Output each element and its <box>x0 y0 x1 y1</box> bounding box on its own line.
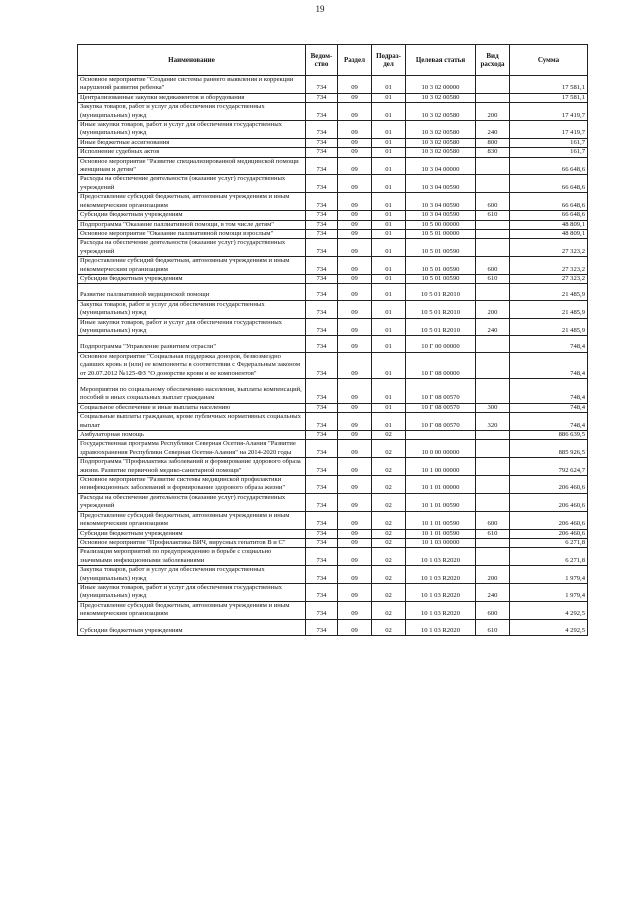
row-ved: 734 <box>306 193 338 211</box>
row-podrazdel: 02 <box>372 583 406 601</box>
row-razdel: 09 <box>338 601 372 619</box>
table-row <box>78 601 588 619</box>
row-expense-type <box>476 175 510 193</box>
row-target-article: 10 5 01 R2010 <box>406 284 476 300</box>
row-podrazdel: 01 <box>372 274 406 283</box>
row-target-article <box>406 431 476 440</box>
table-row <box>78 583 588 601</box>
row-name: Субсидии бюджетным учреждениям <box>78 619 306 635</box>
row-expense-type <box>476 379 510 404</box>
row-sum: 17 419,7 <box>510 103 588 121</box>
row-ved: 734 <box>306 403 338 412</box>
row-podrazdel: 02 <box>372 431 406 440</box>
row-expense-type <box>476 476 510 494</box>
row-target-article: 10 1 03 R2020 <box>406 548 476 566</box>
row-ved: 734 <box>306 300 338 318</box>
row-expense-type <box>476 239 510 257</box>
row-name: Реализация мероприятий по предупреждению и борьбе с социально значимыми инфекционными заболеваниями <box>78 548 306 566</box>
row-name: Предоставление субсидий бюджетным, автономным учреждениям и иным некоммерческим организациям <box>78 257 306 275</box>
row-name: Расходы на обеспечение деятельности (оказание услуг) государственных учреждений <box>78 239 306 257</box>
row-ved: 734 <box>306 284 338 300</box>
header-target-article: Целевая статья <box>406 45 476 76</box>
row-podrazdel: 01 <box>372 284 406 300</box>
row-expense-type <box>476 284 510 300</box>
table-row <box>78 379 588 404</box>
row-podrazdel: 01 <box>372 352 406 378</box>
row-expense-type <box>476 93 510 102</box>
row-razdel: 09 <box>338 583 372 601</box>
row-ved: 734 <box>306 583 338 601</box>
row-sum: 27 323,2 <box>510 257 588 275</box>
row-name: Основное мероприятие "Развитие системы медицинской профилактики неинфекционных заболеваний и формирование здорового образа жизни" <box>78 476 306 494</box>
row-razdel: 09 <box>338 300 372 318</box>
row-sum: 206 460,6 <box>510 529 588 538</box>
row-ved: 734 <box>306 257 338 275</box>
row-razdel: 09 <box>338 352 372 378</box>
row-razdel: 09 <box>338 138 372 147</box>
row-podrazdel: 01 <box>372 229 406 238</box>
row-podrazdel: 01 <box>372 93 406 102</box>
header-ved: Ведом-ство <box>306 45 338 76</box>
row-sum: 1 979,4 <box>510 566 588 584</box>
row-podrazdel: 02 <box>372 511 406 529</box>
row-name: Социальные выплаты гражданам, кроме публичных нормативных социальных выплат <box>78 413 306 431</box>
row-target-article: 10 3 04 00590 <box>406 211 476 220</box>
row-target-article: 10 3 02 00580 <box>406 103 476 121</box>
row-target-article: 10 5 01 00000 <box>406 229 476 238</box>
row-name: Государственная программа Республики Северная Осетия-Алания "Развитие здравоохранения Республики Северная Осетия-Алания" на 2014-2020 годы <box>78 440 306 458</box>
row-expense-type: 610 <box>476 529 510 538</box>
row-ved: 734 <box>306 458 338 476</box>
row-target-article: 10 3 02 00580 <box>406 148 476 157</box>
row-expense-type <box>476 229 510 238</box>
row-podrazdel: 01 <box>372 413 406 431</box>
row-ved: 734 <box>306 548 338 566</box>
row-target-article: 10 1 03 R2020 <box>406 619 476 635</box>
row-expense-type <box>476 431 510 440</box>
row-sum: 6 271,8 <box>510 548 588 566</box>
row-podrazdel: 01 <box>372 193 406 211</box>
row-sum: 206 460,6 <box>510 511 588 529</box>
row-target-article: 10 1 01 00590 <box>406 529 476 538</box>
row-expense-type: 240 <box>476 583 510 601</box>
row-name: Предоставление субсидий бюджетным, автономным учреждениям и иным некоммерческим организациям <box>78 193 306 211</box>
row-expense-type <box>476 220 510 229</box>
row-podrazdel: 01 <box>372 148 406 157</box>
row-name: Централизованные закупки медикаментов и оборудования <box>78 93 306 102</box>
row-target-article: 10 5 00 00000 <box>406 220 476 229</box>
table-row <box>78 157 588 175</box>
row-razdel: 09 <box>338 93 372 102</box>
row-sum: 27 323,2 <box>510 274 588 283</box>
row-podrazdel: 02 <box>372 538 406 547</box>
row-ved: 734 <box>306 431 338 440</box>
row-expense-type: 200 <box>476 300 510 318</box>
row-razdel: 09 <box>338 220 372 229</box>
row-podrazdel: 02 <box>372 440 406 458</box>
row-name: Иные бюджетные ассигнования <box>78 138 306 147</box>
row-expense-type <box>476 493 510 511</box>
row-sum: 21 485,9 <box>510 318 588 336</box>
row-expense-type: 240 <box>476 121 510 139</box>
row-name: Основное мероприятие "Развитие специализированной медицинской помощи женщинам и детям" <box>78 157 306 175</box>
table-row <box>78 93 588 102</box>
row-expense-type: 600 <box>476 193 510 211</box>
row-razdel: 09 <box>338 193 372 211</box>
row-razdel: 09 <box>338 148 372 157</box>
row-name: Исполнение судебных актов <box>78 148 306 157</box>
row-razdel: 09 <box>338 403 372 412</box>
row-name: Подпрограмма "Оказание паллиативной помощи, в том числе детям" <box>78 220 306 229</box>
row-ved: 734 <box>306 76 338 94</box>
row-ved: 734 <box>306 493 338 511</box>
row-ved: 734 <box>306 220 338 229</box>
row-ved: 734 <box>306 211 338 220</box>
row-razdel: 09 <box>338 175 372 193</box>
row-expense-type <box>476 458 510 476</box>
row-target-article: 10 1 03 R2020 <box>406 601 476 619</box>
row-name: Мероприятия по социальному обеспечению населения, выплаты компенсаций, пособий и иных социальных выплат гражданам <box>78 379 306 404</box>
row-sum: 792 624,7 <box>510 458 588 476</box>
row-sum: 17 419,7 <box>510 121 588 139</box>
row-razdel: 09 <box>338 76 372 94</box>
table-row <box>78 211 588 220</box>
row-target-article: 10 Г 00 00000 <box>406 336 476 352</box>
row-ved: 734 <box>306 121 338 139</box>
row-expense-type <box>476 157 510 175</box>
table-row <box>78 548 588 566</box>
row-expense-type: 600 <box>476 511 510 529</box>
row-sum: 886 639,5 <box>510 431 588 440</box>
row-target-article: 10 1 01 00590 <box>406 511 476 529</box>
row-target-article: 10 1 01 00000 <box>406 476 476 494</box>
table-row <box>78 403 588 412</box>
row-sum: 748,4 <box>510 352 588 378</box>
row-target-article: 10 3 04 00590 <box>406 193 476 211</box>
header-expense-type: Вид расхода <box>476 45 510 76</box>
row-name: Иные закупки товаров, работ и услуг для обеспечения государственных (муниципальных) нужд <box>78 318 306 336</box>
row-target-article: 10 3 02 00580 <box>406 121 476 139</box>
row-target-article: 10 5 01 00590 <box>406 257 476 275</box>
row-name: Развитие паллиативной медицинской помощи <box>78 284 306 300</box>
row-target-article: 10 3 04 00590 <box>406 175 476 193</box>
row-sum: 66 648,6 <box>510 175 588 193</box>
row-sum: 27 323,2 <box>510 239 588 257</box>
row-razdel: 09 <box>338 379 372 404</box>
row-expense-type: 200 <box>476 103 510 121</box>
row-ved: 734 <box>306 538 338 547</box>
row-razdel: 09 <box>338 229 372 238</box>
row-expense-type <box>476 538 510 547</box>
row-ved: 734 <box>306 318 338 336</box>
row-razdel: 09 <box>338 476 372 494</box>
row-expense-type: 300 <box>476 403 510 412</box>
row-sum: 17 581,1 <box>510 76 588 94</box>
table-row <box>78 619 588 635</box>
row-razdel: 09 <box>338 318 372 336</box>
table-row <box>78 538 588 547</box>
table-row <box>78 274 588 283</box>
table-row <box>78 121 588 139</box>
row-sum: 4 292,5 <box>510 601 588 619</box>
row-target-article: 10 Г 08 00570 <box>406 403 476 412</box>
row-ved: 734 <box>306 103 338 121</box>
table-row <box>78 336 588 352</box>
table-row <box>78 529 588 538</box>
table-row <box>78 229 588 238</box>
row-target-article: 10 1 03 R2020 <box>406 583 476 601</box>
header-razdel: Раздел <box>338 45 372 76</box>
row-razdel: 09 <box>338 458 372 476</box>
table-row <box>78 148 588 157</box>
row-sum: 21 485,9 <box>510 284 588 300</box>
row-podrazdel: 01 <box>372 239 406 257</box>
row-name: Иные закупки товаров, работ и услуг для обеспечения государственных (муниципальных) нужд <box>78 583 306 601</box>
table-row <box>78 300 588 318</box>
header-podrazdel: Подраз-дел <box>372 45 406 76</box>
row-target-article: 10 Г 08 00000 <box>406 352 476 378</box>
row-razdel: 09 <box>338 121 372 139</box>
row-razdel: 09 <box>338 511 372 529</box>
table-row <box>78 458 588 476</box>
row-sum: 748,4 <box>510 413 588 431</box>
row-name: Расходы на обеспечение деятельности (оказание услуг) государственных учреждений <box>78 493 306 511</box>
row-razdel: 09 <box>338 493 372 511</box>
row-ved: 734 <box>306 413 338 431</box>
row-razdel: 09 <box>338 239 372 257</box>
table-header-row <box>78 45 588 76</box>
row-podrazdel: 02 <box>372 566 406 584</box>
row-razdel: 09 <box>338 257 372 275</box>
row-sum: 17 581,1 <box>510 93 588 102</box>
row-sum: 66 648,6 <box>510 157 588 175</box>
row-ved: 734 <box>306 239 338 257</box>
row-ved: 734 <box>306 511 338 529</box>
row-podrazdel: 02 <box>372 548 406 566</box>
row-target-article: 10 5 01 R2010 <box>406 318 476 336</box>
row-ved: 734 <box>306 148 338 157</box>
row-expense-type: 610 <box>476 619 510 635</box>
row-ved: 734 <box>306 476 338 494</box>
row-sum: 748,4 <box>510 403 588 412</box>
row-name: Субсидии бюджетным учреждениям <box>78 529 306 538</box>
row-razdel: 09 <box>338 529 372 538</box>
row-target-article: 10 5 01 00590 <box>406 274 476 283</box>
row-sum: 4 292,5 <box>510 619 588 635</box>
row-expense-type <box>476 440 510 458</box>
row-podrazdel: 02 <box>372 601 406 619</box>
row-target-article: 10 0 00 00000 <box>406 440 476 458</box>
table-row <box>78 493 588 511</box>
row-ved: 734 <box>306 529 338 538</box>
row-expense-type: 600 <box>476 257 510 275</box>
row-expense-type <box>476 336 510 352</box>
row-razdel: 09 <box>338 548 372 566</box>
row-podrazdel: 02 <box>372 458 406 476</box>
row-name: Предоставление субсидий бюджетным, автономным учреждениям и иным некоммерческим организациям <box>78 511 306 529</box>
row-ved: 734 <box>306 601 338 619</box>
row-target-article: 10 3 02 00000 <box>406 76 476 94</box>
table-row <box>78 413 588 431</box>
row-podrazdel: 01 <box>372 211 406 220</box>
row-target-article: 10 3 02 00580 <box>406 93 476 102</box>
row-name: Основное мероприятие "Профилактика ВИЧ, вирусных гепатитов В и С" <box>78 538 306 547</box>
row-target-article: 10 5 01 00590 <box>406 239 476 257</box>
row-name: Закупка товаров, работ и услуг для обеспечения государственных (муниципальных) нужд <box>78 566 306 584</box>
table-row <box>78 257 588 275</box>
table-row <box>78 440 588 458</box>
row-podrazdel: 01 <box>372 121 406 139</box>
row-target-article: 10 1 01 00590 <box>406 493 476 511</box>
row-podrazdel: 01 <box>372 257 406 275</box>
row-podrazdel: 02 <box>372 529 406 538</box>
table-row <box>78 284 588 300</box>
row-razdel: 09 <box>338 284 372 300</box>
row-target-article: 10 3 02 00580 <box>406 138 476 147</box>
row-sum: 748,4 <box>510 379 588 404</box>
row-name: Основное мероприятие "Оказание паллиативной помощи взрослым" <box>78 229 306 238</box>
row-name: Социальное обеспечение и иные выплаты населению <box>78 403 306 412</box>
row-ved: 734 <box>306 157 338 175</box>
row-target-article: 10 1 03 00000 <box>406 538 476 547</box>
budget-table <box>77 44 588 636</box>
row-expense-type <box>476 76 510 94</box>
table-row <box>78 220 588 229</box>
row-expense-type: 200 <box>476 566 510 584</box>
row-name: Подпрограмма "Управление развитием отрасли" <box>78 336 306 352</box>
row-ved: 734 <box>306 175 338 193</box>
table-row <box>78 76 588 94</box>
table-row <box>78 138 588 147</box>
table-row <box>78 476 588 494</box>
row-name: Субсидии бюджетным учреждениям <box>78 211 306 220</box>
row-podrazdel: 02 <box>372 619 406 635</box>
row-name: Закупка товаров, работ и услуг для обеспечения государственных (муниципальных) нужд <box>78 103 306 121</box>
row-sum: 748,4 <box>510 336 588 352</box>
row-podrazdel: 01 <box>372 175 406 193</box>
header-name: Наименование <box>78 45 306 76</box>
row-razdel: 09 <box>338 440 372 458</box>
row-target-article: 10 3 04 00000 <box>406 157 476 175</box>
table-row <box>78 431 588 440</box>
row-ved: 734 <box>306 566 338 584</box>
row-name: Закупка товаров, работ и услуг для обеспечения государственных (муниципальных) нужд <box>78 300 306 318</box>
row-razdel: 09 <box>338 211 372 220</box>
row-podrazdel: 01 <box>372 157 406 175</box>
row-ved: 734 <box>306 274 338 283</box>
row-sum: 21 485,9 <box>510 300 588 318</box>
row-podrazdel: 02 <box>372 493 406 511</box>
row-razdel: 09 <box>338 157 372 175</box>
row-sum: 66 648,6 <box>510 193 588 211</box>
row-podrazdel: 01 <box>372 76 406 94</box>
row-podrazdel: 02 <box>372 476 406 494</box>
row-sum: 161,7 <box>510 138 588 147</box>
row-sum: 1 979,4 <box>510 583 588 601</box>
row-expense-type: 610 <box>476 211 510 220</box>
row-expense-type: 830 <box>476 148 510 157</box>
row-ved: 734 <box>306 93 338 102</box>
row-podrazdel: 01 <box>372 103 406 121</box>
row-sum: 206 460,6 <box>510 476 588 494</box>
table-row <box>78 566 588 584</box>
row-expense-type: 800 <box>476 138 510 147</box>
row-target-article: 10 Г 08 00570 <box>406 379 476 404</box>
row-expense-type: 320 <box>476 413 510 431</box>
row-razdel: 09 <box>338 619 372 635</box>
row-target-article: 10 5 01 R2010 <box>406 300 476 318</box>
row-name: Иные закупки товаров, работ и услуг для обеспечения государственных (муниципальных) нужд <box>78 121 306 139</box>
row-sum: 161,7 <box>510 148 588 157</box>
row-sum: 66 648,6 <box>510 211 588 220</box>
row-expense-type <box>476 548 510 566</box>
row-razdel: 09 <box>338 413 372 431</box>
row-podrazdel: 01 <box>372 379 406 404</box>
table-row <box>78 175 588 193</box>
row-podrazdel: 01 <box>372 300 406 318</box>
row-ved: 734 <box>306 229 338 238</box>
table-row <box>78 318 588 336</box>
row-sum: 885 926,5 <box>510 440 588 458</box>
table-body <box>78 76 588 636</box>
row-expense-type <box>476 352 510 378</box>
page-number: 19 <box>315 4 325 14</box>
row-podrazdel: 01 <box>372 336 406 352</box>
row-sum: 206 460,6 <box>510 493 588 511</box>
row-ved: 734 <box>306 379 338 404</box>
row-name: Амбулаторная помощь <box>78 431 306 440</box>
row-sum: 48 809,1 <box>510 229 588 238</box>
row-sum: 6 271,8 <box>510 538 588 547</box>
row-ved: 734 <box>306 336 338 352</box>
row-ved: 734 <box>306 619 338 635</box>
table-row <box>78 103 588 121</box>
row-name: Основное мероприятие "Создание системы раннего выявления и коррекции нарушений развития ребенка" <box>78 76 306 94</box>
row-razdel: 09 <box>338 538 372 547</box>
row-name: Подпрограмма "Профилактика заболеваний и формирование здорового образа жизни. Развитие первичной медико-санитарной помощи" <box>78 458 306 476</box>
row-name: Субсидии бюджетным учреждениям <box>78 274 306 283</box>
row-target-article: 10 1 00 00000 <box>406 458 476 476</box>
row-podrazdel: 01 <box>372 138 406 147</box>
row-name: Основное мероприятие "Социальная поддержка доноров, безвозмездно сдавших кровь и (или) ее компоненты в соответствии с Федеральным законом от 20.07.2012 №125-ФЗ "О донорстве крови и ее компонентов" <box>78 352 306 378</box>
row-target-article: 10 1 03 R2020 <box>406 566 476 584</box>
row-razdel: 09 <box>338 431 372 440</box>
row-ved: 734 <box>306 138 338 147</box>
row-razdel: 09 <box>338 103 372 121</box>
table-row <box>78 352 588 378</box>
row-ved: 734 <box>306 440 338 458</box>
row-name: Расходы на обеспечение деятельности (оказание услуг) государственных учреждений <box>78 175 306 193</box>
row-expense-type: 610 <box>476 274 510 283</box>
row-podrazdel: 01 <box>372 318 406 336</box>
table-row <box>78 511 588 529</box>
row-ved: 734 <box>306 352 338 378</box>
row-podrazdel: 01 <box>372 220 406 229</box>
row-expense-type: 240 <box>476 318 510 336</box>
row-sum: 48 809,1 <box>510 220 588 229</box>
row-podrazdel: 01 <box>372 403 406 412</box>
row-razdel: 09 <box>338 274 372 283</box>
row-expense-type: 600 <box>476 601 510 619</box>
row-target-article: 10 Г 08 00570 <box>406 413 476 431</box>
row-razdel: 09 <box>338 566 372 584</box>
row-razdel: 09 <box>338 336 372 352</box>
table-row <box>78 239 588 257</box>
table-row <box>78 193 588 211</box>
header-sum: Сумма <box>510 45 588 76</box>
row-name: Предоставление субсидий бюджетным, автономным учреждениям и иным некоммерческим организациям <box>78 601 306 619</box>
